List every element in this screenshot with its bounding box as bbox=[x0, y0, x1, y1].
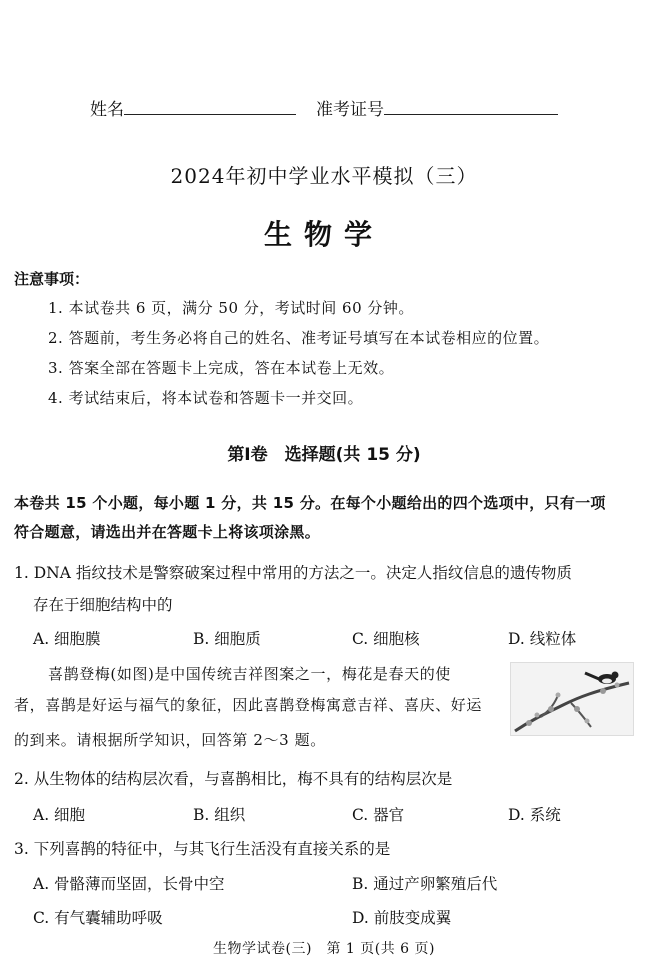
ticket-label: 准考证号 bbox=[316, 100, 384, 120]
passage-line: 者，喜鹊是好运与福气的象征，因此喜鹊登梅寓意吉祥、喜庆、好运 bbox=[14, 696, 483, 714]
passage-line: 的到来。请根据所学知识，回答第 2～3 题。 bbox=[14, 731, 326, 749]
name-field[interactable] bbox=[90, 95, 296, 120]
q3-option-c[interactable]: C. 有气囊辅助呼吸 bbox=[33, 909, 163, 927]
q3-option-d[interactable]: D. 前肢变成翼 bbox=[352, 909, 452, 927]
q2-option-d[interactable]: D. 系统 bbox=[508, 806, 561, 824]
notice-item: 1. 本试卷共 6 页，满分 50 分，考试时间 60 分钟。 bbox=[48, 299, 414, 317]
section-intro-line: 本卷共 15 个小题，每小题 1 分，共 15 分。在每个小题给出的四个选项中，只有一项 bbox=[14, 494, 606, 512]
ticket-field[interactable] bbox=[316, 95, 558, 120]
section-title: 第Ⅰ卷 选择题(共 15 分) bbox=[227, 445, 421, 465]
q1-option-c[interactable]: C. 细胞核 bbox=[352, 630, 420, 648]
notice-item: 3. 答案全部在答题卡上完成，答在本试卷上无效。 bbox=[48, 359, 395, 377]
q2-option-a[interactable]: A. 细胞 bbox=[33, 806, 86, 824]
exam-title: 2024年初中学业水平模拟（三） bbox=[170, 164, 478, 188]
passage-line: 喜鹊登梅(如图)是中国传统吉祥图案之一，梅花是春天的使 bbox=[48, 665, 451, 683]
question-1-stem-cont: 存在于细胞结构中的 bbox=[33, 596, 173, 614]
question-1-stem: 1. DNA 指纹技术是警察破案过程中常用的方法之一。决定人指纹信息的遗传物质 bbox=[14, 564, 572, 582]
page-footer: 生物学试卷(三) 第 1 页(共 6 页) bbox=[213, 941, 435, 957]
name-blank[interactable] bbox=[124, 100, 296, 115]
section-intro-line: 符合题意，请选出并在答题卡上将该项涂黑。 bbox=[14, 523, 321, 541]
notice-item: 4. 考试结束后，将本试卷和答题卡一并交回。 bbox=[48, 389, 364, 407]
ticket-blank[interactable] bbox=[384, 100, 558, 115]
q1-option-d[interactable]: D. 线粒体 bbox=[508, 630, 577, 648]
notice-item: 2. 答题前，考生务必将自己的姓名、准考证号填写在本试卷相应的位置。 bbox=[48, 329, 550, 347]
question-3-stem: 3. 下列喜鹊的特征中，与其飞行生活没有直接关系的是 bbox=[14, 840, 391, 858]
question-2-stem: 2. 从生物体的结构层次看，与喜鹊相比，梅不具有的结构层次是 bbox=[14, 770, 453, 788]
q2-option-b[interactable]: B. 组织 bbox=[193, 806, 246, 824]
q1-option-b[interactable]: B. 细胞质 bbox=[193, 630, 261, 648]
magpie-plum-image bbox=[510, 662, 634, 736]
q2-option-c[interactable]: C. 器官 bbox=[352, 806, 405, 824]
name-label: 姓名 bbox=[90, 100, 124, 120]
notice-heading: 注意事项： bbox=[14, 270, 90, 288]
q3-option-b[interactable]: B. 通过产卵繁殖后代 bbox=[352, 875, 498, 893]
subject-title: 生物学 bbox=[263, 218, 384, 251]
q1-option-a[interactable]: A. 细胞膜 bbox=[33, 630, 101, 648]
q3-option-a[interactable]: A. 骨骼薄而坚固，长骨中空 bbox=[33, 875, 225, 893]
